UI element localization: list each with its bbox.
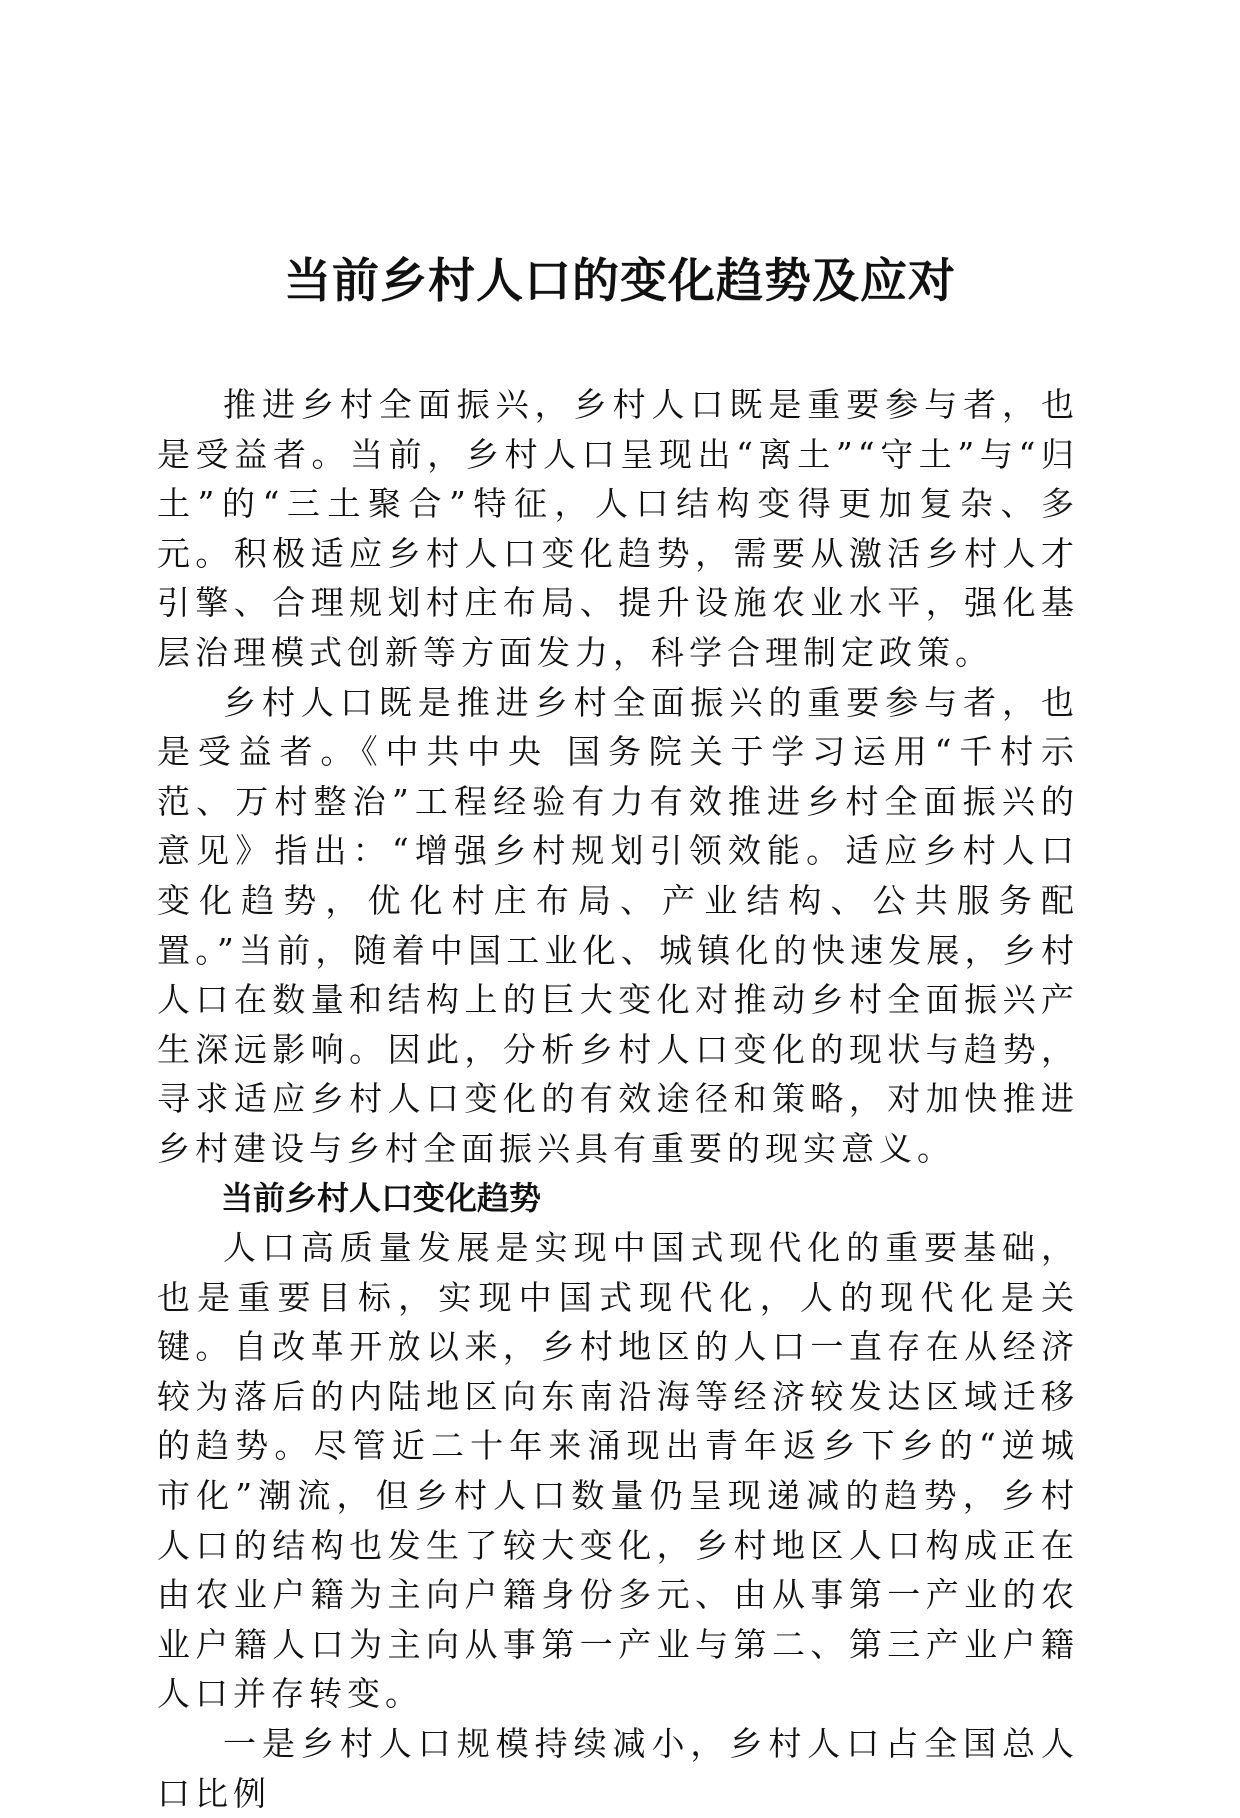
section-heading: 当前乡村人口变化趋势: [221, 1178, 542, 1217]
paragraph: 乡村人口既是推进乡村全面振兴的重要参与者，也是受益者。《中共中央 国务院关于学习运用“千村示范、万村整治”工程经验有力有效推进乡村全面振兴的意见》指出：“增强乡村规划引领效能。适应乡村人口变化趋势，优化村庄布局、产业结构、公共服务配置。”当前，随着中国工业化、城镇化的快速发展，乡村人口在数量和结构上的巨大变化对推动乡村全面振兴产生深远影响。因此，分析乡村人口变化的现状与趋势，寻求适应乡村人口变化的有效途径和策略，对加快推进乡村建设与乡村全面振兴具有重要的现实意义。: [157, 682, 1079, 1168]
paragraph: 一是乡村人口规模持续减小，乡村人口占全国总人口比例: [157, 1724, 1079, 1813]
paragraph: 推进乡村全面振兴，乡村人口既是重要参与者，也是受益者。当前，乡村人口呈现出“离土”“守土”与“归土”的“三土聚合”特征，人口结构变得更加复杂、多元。积极适应乡村人口变化趋势，需要从激活乡村人才引擎、合理规划村庄布局、提升设施农业水平，强化基层治理模式创新等方面发力，科学合理制定政策。: [157, 385, 1079, 672]
paragraph: 人口高质量发展是实现中国式现代化的重要基础，也是重要目标，实现中国式现代化，人的现代化是关键。自改革开放以来，乡村地区的人口一直存在从经济较为落后的内陆地区向东南沿海等经济较发达区域迁移的趋势。尽管近二十年来涌现出青年返乡下乡的“逆城市化”潮流，但乡村人口数量仍呈现递减的趋势，乡村人口的结构也发生了较大变化，乡村地区人口构成正在由农业户籍为主向户籍身份多元、由从事第一产业的农业户籍人口为主向从事第一产业与第二、第三产业户籍人口并存转变。: [157, 1228, 1079, 1714]
document-body: [157, 380, 1079, 1818]
document-title: 当前乡村人口的变化趋势及应对: [284, 254, 956, 309]
